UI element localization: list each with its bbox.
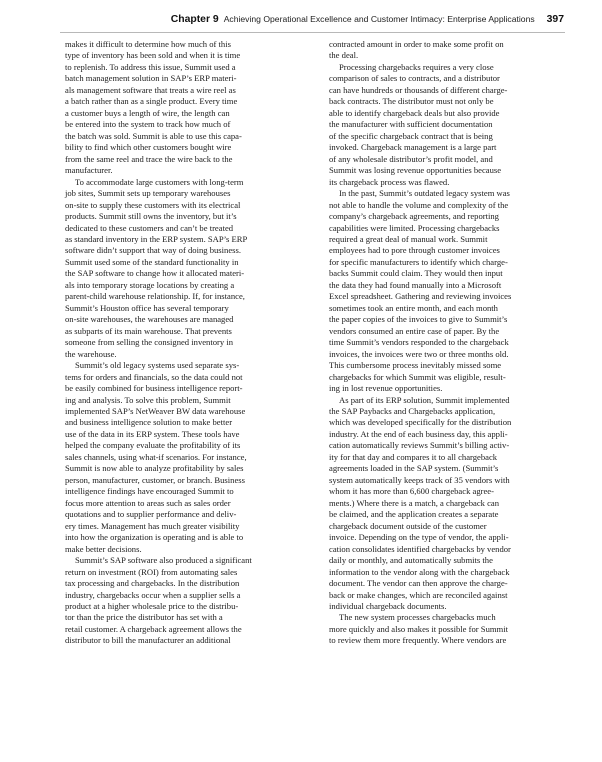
text-line: vendors consumed an entire case of paper. By the: [329, 325, 500, 336]
text-line: use of the data in its ERP system. These tools have: [65, 428, 240, 439]
chapter-label: Chapter 9: [170, 14, 219, 25]
text-line: of any wholesale distributor’s profit model, and: [329, 153, 493, 164]
paragraph-first-line: As part of its ERP solution, Summit implemented: [339, 394, 510, 405]
text-line: individual chargeback documents.: [329, 600, 447, 611]
text-line: ments.) Where there is a match, a chargeback can: [329, 497, 500, 508]
text-line: distributor to bill the manufacturer an additional: [65, 635, 231, 646]
text-line: Summit is now able to analyze profitability by sales: [65, 463, 244, 474]
text-line: implemented SAP’s NetWeaver BW data warehouse: [65, 406, 246, 416]
text-line: the batch was sold. Summit is able to use this capa-: [65, 130, 242, 141]
text-line: employees had to pore through customer invoices: [329, 245, 500, 256]
text-line: to replenish. To address this issue, Summit used a: [65, 61, 236, 72]
text-line: for specific manufacturers to identify which charge-: [329, 256, 508, 267]
text-line: someone from selling the consigned inventory in: [65, 337, 234, 348]
text-line: document. The vendor can then approve the charge-: [329, 578, 508, 589]
text-line: which was developed specifically for the distribution: [329, 417, 512, 428]
text-line: of the specific chargeback contract that is being: [329, 130, 493, 141]
text-line: ery times. Management has much greater visibility: [65, 520, 240, 531]
chapter-title: Achieving Operational Excellence and Customer Intimacy: Enterprise Applications: [223, 14, 535, 24]
text-line: sometimes took an entire month, and each month: [329, 302, 498, 313]
paragraph-first-line: To accommodate large customers with long-term: [75, 176, 244, 187]
text-line: cation automatically reviews Summit’s billing activ-: [329, 440, 510, 451]
text-line: be easily combined for business intelligence report-: [65, 383, 243, 394]
text-line: the paper copies of the invoices to give to Summit’s: [329, 314, 508, 325]
text-line: job sites, Summit sets up temporary warehouses: [65, 188, 231, 199]
text-line: manufacturer.: [65, 165, 113, 176]
paragraph-first-line: Summit’s SAP software also produced a significant: [75, 555, 252, 566]
text-line: on-site warehouses, the warehouses are managed: [65, 314, 234, 325]
text-line: dedicated to these customers and can’t be treated: [65, 222, 234, 233]
text-line: to review them more frequently. Where vendors are: [329, 635, 507, 646]
text-line: als management software that treats a wire reel as: [65, 84, 236, 95]
text-line: make better decisions.: [65, 543, 142, 554]
text-line: Summit was losing revenue opportunities because: [329, 165, 502, 176]
text-line: bility to find which other customers bought wire: [65, 142, 232, 153]
text-line: cation consolidates identified chargebacks by vendor: [329, 543, 511, 554]
right-column: [329, 39, 561, 647]
text-line: time Summit’s vendors responded to the chargeback: [329, 337, 509, 348]
paragraph-first-line: The new system processes chargebacks much: [339, 612, 496, 623]
text-line: on-site to supply these customers with its electrical: [65, 199, 241, 210]
header-rule: [60, 32, 565, 33]
text-line: capabilities were limited. Processing chargebacks: [329, 222, 500, 233]
text-line: industry. At the end of each business day, this appli-: [329, 428, 508, 439]
text-line: quotations and to supplier performance and deliv-: [65, 509, 237, 520]
text-line: agreements loaded in the SAP system. (Summit’s: [329, 463, 499, 474]
text-line: tor than the price the distributor has set with a: [65, 612, 223, 623]
text-line: contracted amount in order to make some profit on: [329, 39, 504, 49]
paragraph-first-line: In the past, Summit’s outdated legacy system was: [339, 188, 510, 199]
text-line: comparison of sales to contracts, and a distributor: [329, 73, 500, 84]
text-line: can have hundreds or thousands of different charge-: [329, 84, 508, 95]
text-line: tems for orders and financials, so the data could not: [65, 371, 243, 382]
text-line: software didn’t support that way of doing business.: [65, 245, 241, 256]
text-line: helped the company evaluate the profitability of its: [65, 440, 241, 451]
text-line: sales channels, using what-if scenarios. For instance,: [65, 451, 247, 462]
text-line: ity for that day and compares it to all chargeback: [329, 451, 498, 462]
text-line: daily or monthly, and automatically submits the: [329, 555, 493, 566]
text-line: intelligence findings have encouraged Summit to: [65, 486, 234, 497]
text-line: system automatically keeps track of 35 vendors with: [329, 474, 510, 485]
text-line: company’s chargeback agreements, and reporting: [329, 211, 499, 222]
text-line: Summit’s Houston office has several temporary: [65, 302, 229, 313]
text-line: a batch rather than as a single product. Every time: [65, 96, 238, 107]
text-line: a customer buys a length of wire, the length can: [65, 107, 230, 118]
text-line: not able to handle the volume and complexity of the: [329, 199, 509, 210]
text-line: makes it difficult to determine how much of this: [65, 39, 231, 49]
text-line: product at a higher wholesale price to the distribu-: [65, 600, 239, 611]
text-line: Excel spreadsheet. Gathering and reviewing invoices: [329, 291, 512, 302]
text-line: as standard inventory in the ERP system. SAP’s ERP: [65, 233, 248, 244]
text-line: back or make changes, which are reconciled against: [329, 589, 508, 600]
text-line: Summit used some of the standard functionality in: [65, 256, 239, 267]
text-line: be entered into the system to track how much of: [65, 119, 231, 130]
left-column: [65, 39, 297, 647]
text-line: the data they had found manually into a Microsoft: [329, 279, 502, 290]
text-line: able to identify chargeback deals but also provide: [329, 107, 500, 118]
text-line: into how the organization is operating and is able to: [65, 532, 244, 543]
text-line: invoked. Chargeback management is a large part: [329, 142, 497, 153]
text-line: more quickly and also makes it possible for Summit: [329, 623, 509, 634]
text-line: ing in lost revenue opportunities.: [329, 383, 443, 394]
text-line: focus more attention to areas such as sales order: [65, 497, 231, 508]
text-line: the deal.: [329, 50, 359, 61]
text-line: back contracts. The distributor must not only be: [329, 96, 494, 107]
text-line: retail customer. A chargeback agreement allows the: [65, 623, 242, 634]
text-line: chargeback document outside of the customer: [329, 520, 487, 531]
text-line: als into temporary storage locations by creating a: [65, 279, 235, 290]
text-line: return on investment (ROI) from automating sales: [65, 566, 238, 577]
text-line: the SAP Paybacks and Chargebacks application,: [329, 406, 496, 416]
text-line: whom it has more than 6,600 chargeback agree-: [329, 486, 494, 497]
text-line: and business intelligence solution to make better: [65, 417, 233, 428]
text-line: tax processing and chargebacks. In the distribution: [65, 578, 240, 589]
text-line: backs Summit could claim. They would then input: [329, 268, 503, 279]
text-line: batch management solution in SAP’s ERP materi-: [65, 73, 237, 84]
text-line: invoices, the invoices were two or three months old.: [329, 348, 509, 359]
text-line: information to the vendor along with the chargeback: [329, 566, 510, 577]
text-line: its chargeback process was flawed.: [329, 176, 450, 187]
text-line: as subparts of its main warehouse. That prevents: [65, 325, 232, 336]
text-line: be claimed, and the application creates a separate: [329, 509, 499, 520]
text-line: invoice. Depending on the type of vendor, the appli-: [329, 532, 509, 543]
page-number: 397: [546, 14, 564, 25]
text-line: This cumbersome process inevitably missed some: [329, 360, 502, 371]
running-header: [170, 14, 564, 30]
text-line: required a great deal of manual work. Summit: [329, 233, 488, 244]
paragraph-first-line: Processing chargebacks requires a very close: [339, 61, 494, 72]
text-line: ing and analysis. To solve this problem, Summit: [65, 394, 231, 405]
text-line: products. Summit still owns the inventory, but it’s: [65, 211, 237, 222]
text-line: the warehouse.: [65, 348, 117, 359]
text-line: parent-child warehouse relationship. If, for instance,: [65, 291, 245, 302]
text-line: the manufacturer with sufficient documentation: [329, 119, 493, 130]
paragraph-first-line: Summit’s old legacy systems used separate sys-: [75, 360, 240, 371]
text-line: the SAP software to change how it allocated materi-: [65, 268, 245, 279]
text-line: industry, chargebacks occur when a supplier sells a: [65, 589, 241, 600]
text-line: chargebacks for which Summit was eligible, result-: [329, 371, 506, 382]
text-line: type of inventory has been sold and when it is time: [65, 50, 241, 61]
text-line: from the same reel and trace the wire back to the: [65, 153, 233, 164]
text-line: person, manufacturer, customer, or branch. Business: [65, 474, 245, 485]
